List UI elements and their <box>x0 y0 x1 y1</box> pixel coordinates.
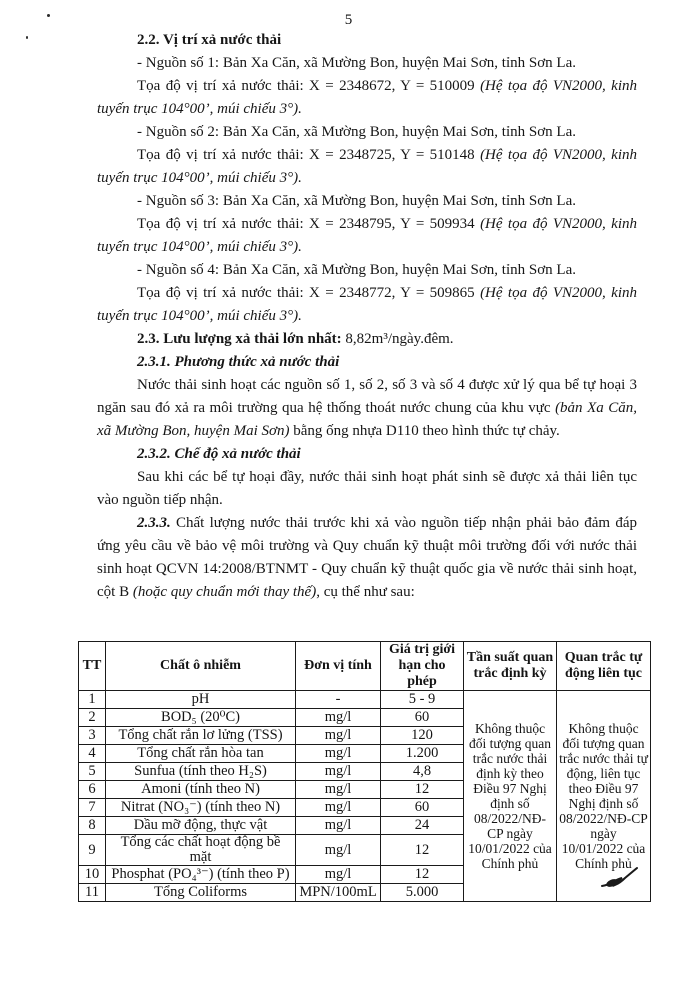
coords-text: Tọa độ vị trí xả nước thải: X = 2348725, Y = 510148 <box>137 147 481 163</box>
col-header-unit: Đơn vị tính <box>296 642 381 691</box>
cell-pollutant: Tổng Coliforms <box>106 884 296 902</box>
cell-tt: 9 <box>79 835 106 866</box>
source-1-location: - Nguồn số 1: Bản Xa Căn, xã Mường Bon, huyện Mai Sơn, tỉnh Sơn La. <box>137 55 576 71</box>
cell-unit: - <box>296 691 381 709</box>
cell-unit: mg/l <box>296 866 381 884</box>
cell-unit: mg/l <box>296 727 381 745</box>
cell-limit: 12 <box>381 866 464 884</box>
coords-text: Tọa độ vị trí xả nước thải: X = 2348672, Y = 510009 <box>137 78 481 94</box>
cell-auto-monitoring: Không thuộc đối tượng quan trắc nước thải tự động, liên tục theo Điều 97 Nghị định số 08/2022/NĐ-CP ngày 10/01/2022 của Chính phủ <box>557 691 651 902</box>
source-4-coordinates <box>97 282 637 328</box>
section-heading-2-3: 2.3. Lưu lượng xả thải lớn nhất: <box>137 331 342 347</box>
col-header-periodic: Tần suất quan trắc định kỳ <box>464 642 557 691</box>
cell-periodic-monitoring: Không thuộc đối tượng quan trắc nước thải định kỳ theo Điều 97 Nghị định số 08/2022/NĐ-CP ngày 10/01/2022 của Chính phủ <box>464 691 557 902</box>
paragraph-text: Nước thải sinh hoạt các nguồn số 1, số 2, số 3 và số 4 được xử lý qua bể tự hoại 3 ngăn sau đó xả ra môi trường qua hệ thống thoát nước chung của khu vực <box>97 377 637 416</box>
source-3-coordinates <box>97 213 637 259</box>
cell-pollutant: Amoni (tính theo N) <box>106 781 296 799</box>
coords-text: Tọa độ vị trí xả nước thải: X = 2348795, Y = 509934 <box>137 216 481 232</box>
cell-unit: mg/l <box>296 709 381 727</box>
cell-pollutant: Nitrat (NO₃⁻) (tính theo N) <box>106 799 296 817</box>
coords-note: (Hệ tọa độ VN2000, kinh tuyến trục 104°00’, múi chiếu 3°). <box>97 216 637 255</box>
cell-pollutant: BOD₅ (20⁰C) <box>106 709 296 727</box>
cell-unit: MPN/100mL <box>296 884 381 902</box>
cell-unit: mg/l <box>296 835 381 866</box>
cell-unit: mg/l <box>296 781 381 799</box>
cell-pollutant: Tổng các chất hoạt động bề mặt <box>106 835 296 866</box>
cell-unit: mg/l <box>296 799 381 817</box>
table-row <box>79 691 651 709</box>
cell-limit: 5.000 <box>381 884 464 902</box>
col-header-auto: Quan trắc tự động liên tục <box>557 642 651 691</box>
cell-tt: 10 <box>79 866 106 884</box>
section-2-3 <box>97 328 637 351</box>
cell-tt: 8 <box>79 817 106 835</box>
cell-tt: 4 <box>79 745 106 763</box>
cell-unit: mg/l <box>296 817 381 835</box>
source-2-coordinates <box>97 144 637 190</box>
document-body <box>97 0 637 604</box>
cell-unit: mg/l <box>296 745 381 763</box>
cell-pollutant: Dầu mỡ động, thực vật <box>106 817 296 835</box>
coords-text: Tọa độ vị trí xả nước thải: X = 2348772, Y = 509865 <box>137 285 481 301</box>
section-2-3-2-paragraph: Sau khi các bể tự hoại đầy, nước thải sinh hoạt phát sinh sẽ được xả thải liên tục vào nguồn tiếp nhận. <box>97 469 637 508</box>
cell-limit: 5 - 9 <box>381 691 464 709</box>
cell-limit: 120 <box>381 727 464 745</box>
ink-speck <box>47 14 50 17</box>
paragraph-text: Chất lượng nước thải trước khi xả vào nguồn tiếp nhận phải bảo đảm đáp ứng yêu cầu về bảo vệ môi trường và Quy chuẩn kỹ thuật môi trường đối với nước thải sinh hoạt QCVN 14:2008/BTNMT - Quy chuẩn kỹ thuật quốc gia về nước thải sinh hoạt, cột B <box>97 515 637 600</box>
section-heading-2-3-1: 2.3.1. Phương thức xả nước thải <box>137 354 340 370</box>
cell-tt: 5 <box>79 763 106 781</box>
cell-tt: 6 <box>79 781 106 799</box>
cell-tt: 11 <box>79 884 106 902</box>
cell-limit: 60 <box>381 709 464 727</box>
section-2-3-1-paragraph <box>97 374 637 443</box>
cell-limit: 12 <box>381 781 464 799</box>
cell-limit: 4,8 <box>381 763 464 781</box>
cell-tt: 3 <box>79 727 106 745</box>
col-header-pollutant: Chất ô nhiễm <box>106 642 296 691</box>
cell-limit: 1.200 <box>381 745 464 763</box>
cell-tt: 7 <box>79 799 106 817</box>
pen-signature-mark <box>598 866 640 892</box>
cell-unit: mg/l <box>296 763 381 781</box>
section-2-3-3-paragraph <box>97 512 637 604</box>
coords-note: (Hệ tọa độ VN2000, kinh tuyến trục 104°00’, múi chiếu 3°). <box>97 285 637 324</box>
source-1-coordinates <box>97 75 637 121</box>
flow-rate-value: 8,82m³/ngày.đêm. <box>341 331 454 347</box>
cell-pollutant: Sunfua (tính theo H₂S) <box>106 763 296 781</box>
source-3-location: - Nguồn số 3: Bản Xa Căn, xã Mường Bon, huyện Mai Sơn, tỉnh Sơn La. <box>137 193 576 209</box>
source-4-location: - Nguồn số 4: Bản Xa Căn, xã Mường Bon, huyện Mai Sơn, tỉnh Sơn La. <box>137 262 576 278</box>
paragraph-text: , cụ thể như sau: <box>316 584 415 600</box>
paragraph-note: (bản Xa Căn, xã Mường Bon, huyện Mai Sơn) <box>97 400 637 439</box>
cell-pollutant: Phosphat (PO₄³⁻) (tính theo P) <box>106 866 296 884</box>
page-number: 5 <box>344 12 353 28</box>
cell-limit: 60 <box>381 799 464 817</box>
cell-pollutant: Tổng chất rắn lơ lửng (TSS) <box>106 727 296 745</box>
section-heading-2-3-3: 2.3.3. <box>137 515 171 531</box>
cell-limit: 24 <box>381 817 464 835</box>
cell-tt: 2 <box>79 709 106 727</box>
pollutant-limits-table <box>78 641 651 902</box>
col-header-tt: TT <box>79 642 106 691</box>
table-header-row <box>79 642 651 691</box>
cell-limit: 12 <box>381 835 464 866</box>
paragraph-text: bằng ống nhựa D110 theo hình thức tự chảy. <box>289 423 560 439</box>
coords-note: (Hệ tọa độ VN2000, kinh tuyến trục 104°00’, múi chiếu 3°). <box>97 147 637 186</box>
section-heading-2-2: 2.2. Vị trí xả nước thải <box>137 32 282 48</box>
ink-speck <box>26 36 28 39</box>
cell-tt: 1 <box>79 691 106 709</box>
cell-pollutant: pH <box>106 691 296 709</box>
coords-note: (Hệ tọa độ VN2000, kinh tuyến trục 104°00’, múi chiếu 3°). <box>97 78 637 117</box>
col-header-limit: Giá trị giới hạn cho phép <box>381 642 464 691</box>
paragraph-note: (hoặc quy chuẩn mới thay thế) <box>132 584 317 600</box>
section-heading-2-3-2: 2.3.2. Chế độ xả nước thải <box>137 446 301 462</box>
cell-pollutant: Tổng chất rắn hòa tan <box>106 745 296 763</box>
source-2-location: - Nguồn số 2: Bản Xa Căn, xã Mường Bon, huyện Mai Sơn, tỉnh Sơn La. <box>137 124 576 140</box>
